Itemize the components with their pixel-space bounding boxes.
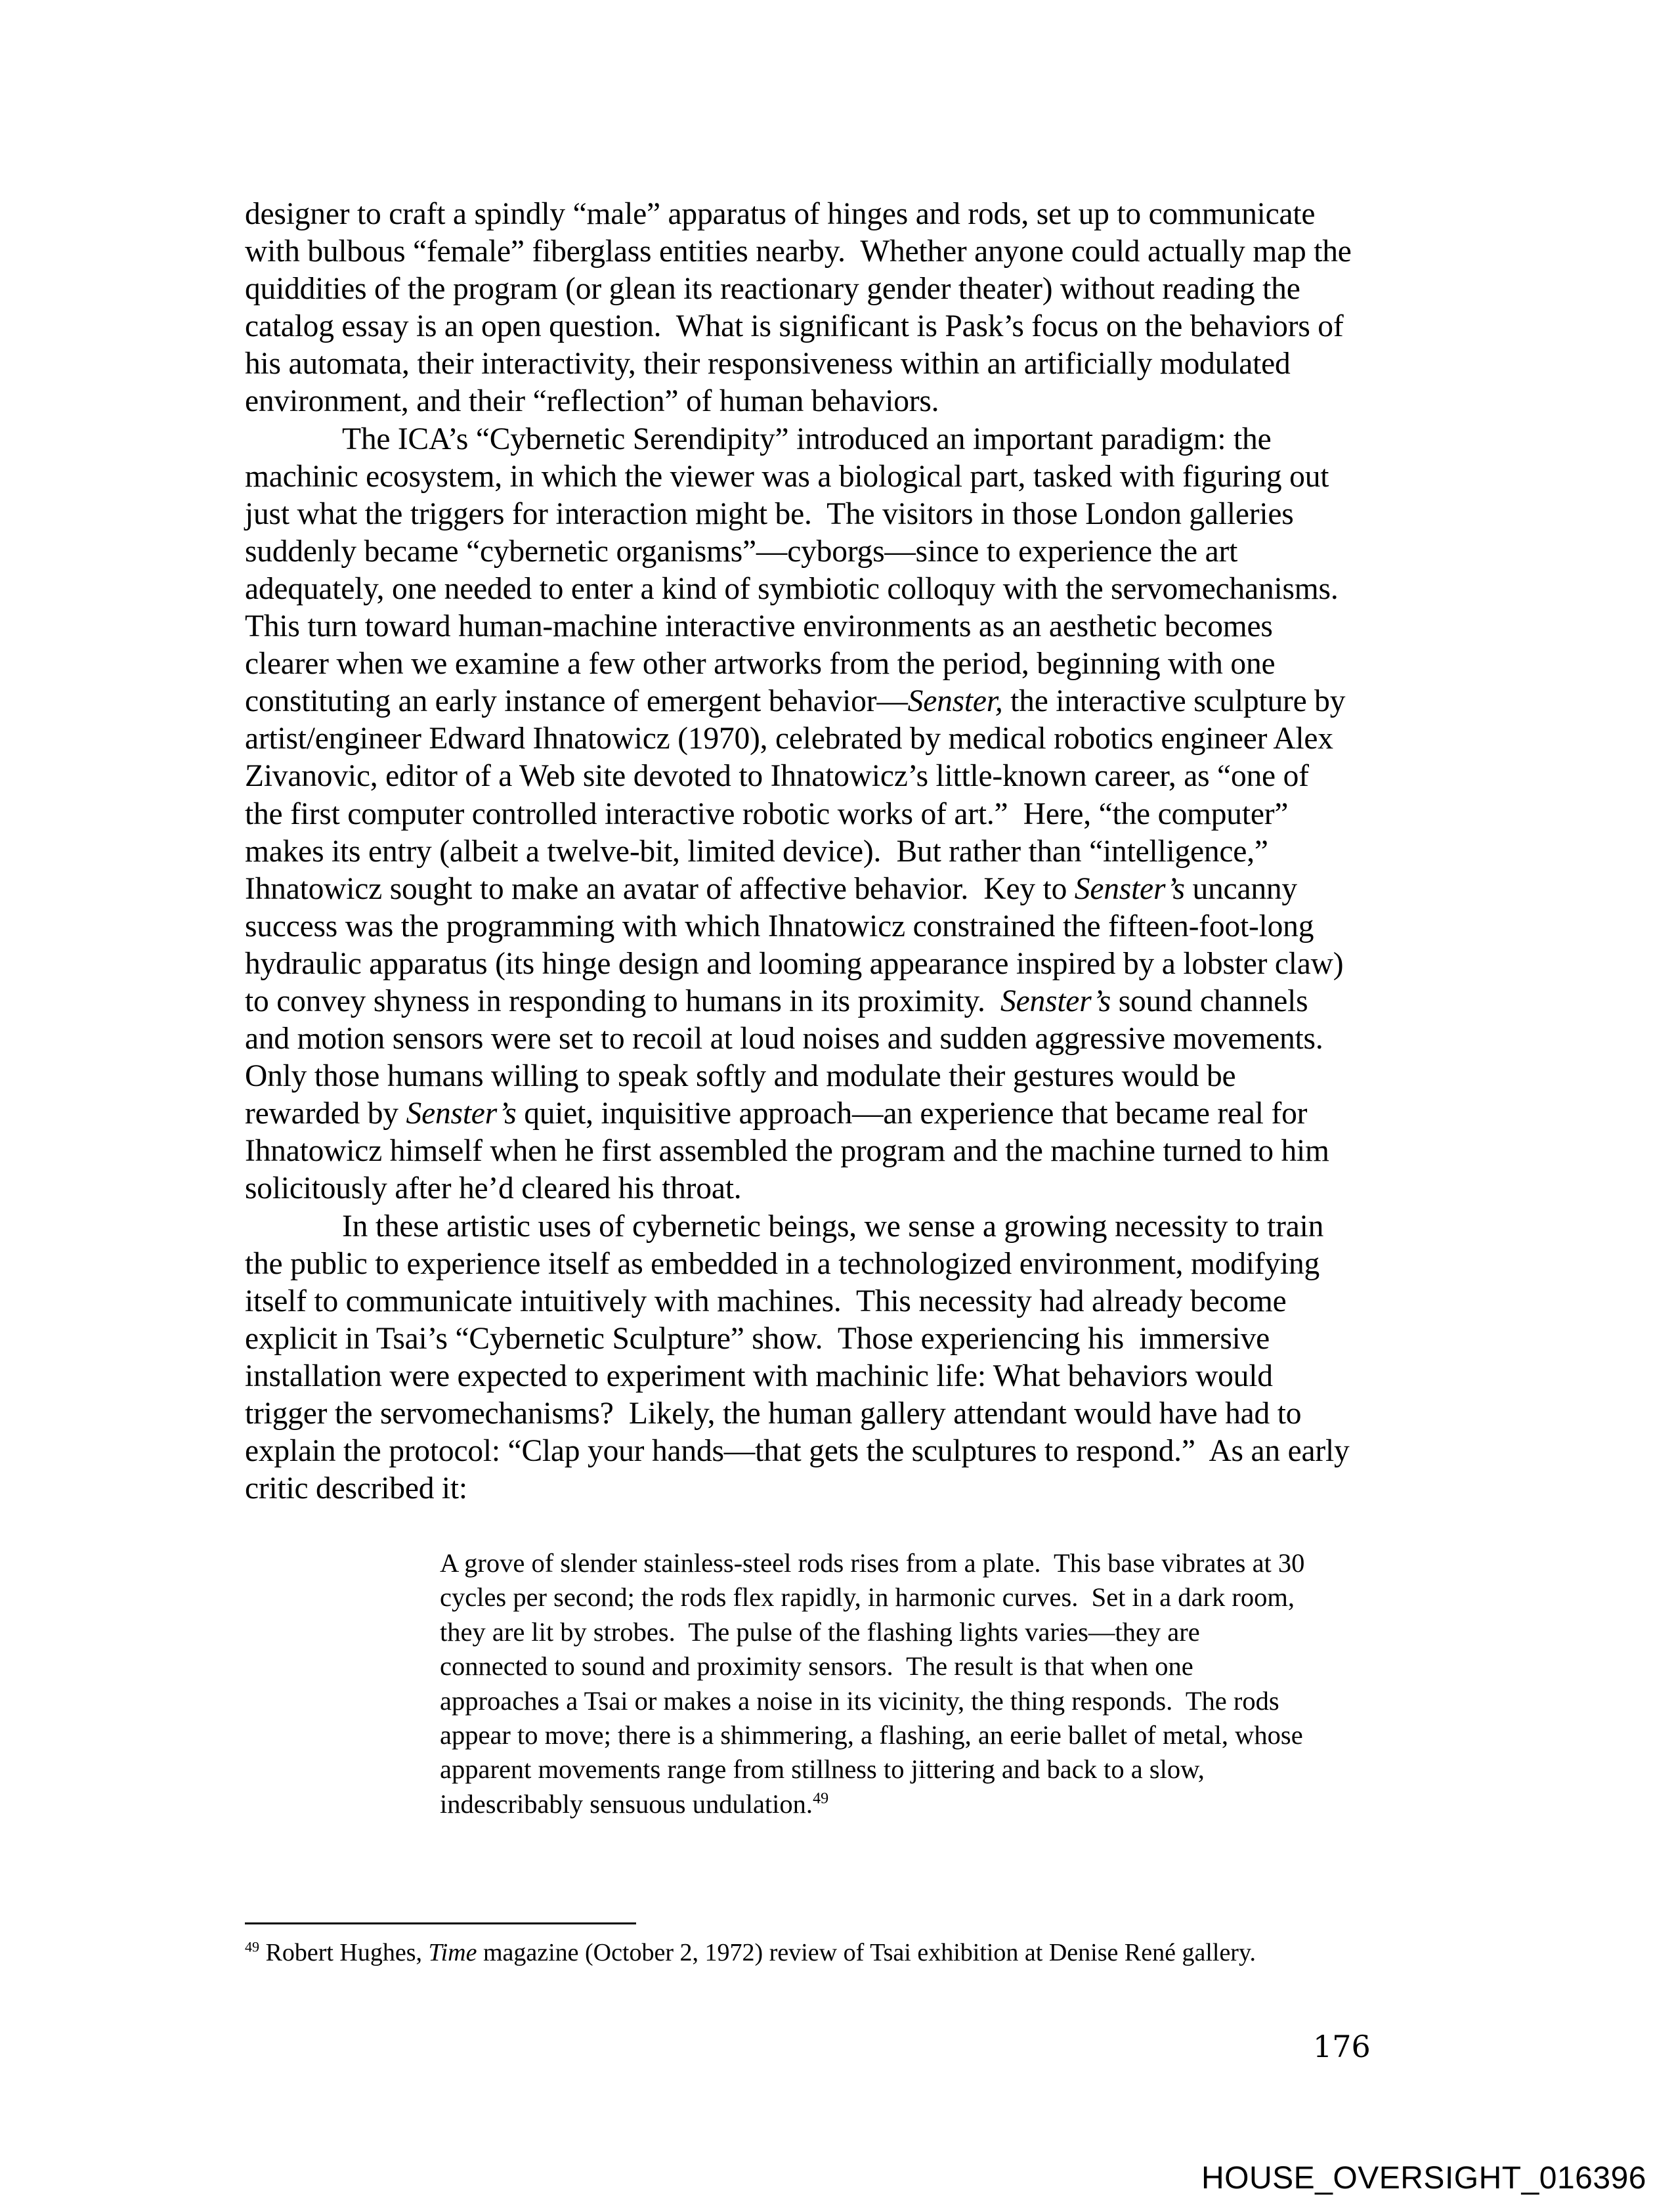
text-line: the first computer controlled interactive robotic works of art.” Here, “the computer” xyxy=(245,796,1289,831)
text-line: his automata, their interactivity, their responsiveness within an artificially modulated xyxy=(245,347,1291,381)
text-line: environment, and their “reflection” of human behaviors. xyxy=(245,384,939,419)
text-line: trigger the servomechanisms? Likely, the human gallery attendant would have had to xyxy=(245,1397,1302,1431)
text-line: adequately, one needed to enter a kind of symbiotic colloquy with the servomechanisms. xyxy=(245,571,1339,606)
text-segment: quiet, inquisitive approach—an experience that became real for xyxy=(516,1096,1308,1131)
italic-title: Time xyxy=(428,1939,477,1966)
quote-line xyxy=(440,1787,1425,1821)
paragraph-start-line: The ICA’s “Cybernetic Serendipity” introduced an important paradigm: the xyxy=(342,422,1272,456)
quote-line: appear to move; there is a shimmering, a flashing, an eerie ballet of metal, whose xyxy=(440,1720,1303,1750)
block-quote xyxy=(440,1546,1425,1821)
text-line: just what the triggers for interaction might be. The visitors in those London galleries xyxy=(245,496,1294,531)
italic-title: Senster’s xyxy=(1074,871,1185,906)
text-line: solicitously after he’d cleared his throat. xyxy=(245,1171,742,1206)
italic-title: Senster’s xyxy=(1000,984,1111,1018)
quote-line: connected to sound and proximity sensors. The result is that when one xyxy=(440,1651,1193,1681)
text-line: This turn toward human-machine interactive environments as an aesthetic becomes xyxy=(245,609,1273,644)
body-text xyxy=(245,196,1427,1507)
text-line: success was the programming with which Ihnatowicz constrained the fifteen-foot-long xyxy=(245,909,1314,943)
quote-line: A grove of slender stainless-steel rods rises from a plate. This base vibrates at 30 xyxy=(440,1548,1305,1578)
text-line: Zivanovic, editor of a Web site devoted to Ihnatowicz’s little-known career, as “one of xyxy=(245,759,1309,794)
text-line: critic described it: xyxy=(245,1471,467,1506)
quote-line: approaches a Tsai or makes a noise in its vicinity, the thing responds. The rods xyxy=(440,1685,1279,1716)
text-segment: Ihnatowicz sought to make an avatar of affective behavior. Key to xyxy=(245,871,1075,906)
text-line: artist/engineer Edward Ihnatowicz (1970), celebrated by medical robotics engineer Alex xyxy=(245,722,1333,756)
text-line: explicit in Tsai’s “Cybernetic Sculpture” show. Those experiencing his immersive xyxy=(245,1321,1270,1356)
text-segment: Robert Hughes, xyxy=(259,1939,429,1966)
text-line: Ihnatowicz himself when he first assembled the program and the machine turned to him xyxy=(245,1134,1329,1169)
text-segment: rewarded by xyxy=(245,1096,406,1131)
text-line: installation were expected to experiment with machinic life: What behaviors would xyxy=(245,1358,1273,1393)
footnote-number: 49 xyxy=(245,1938,259,1955)
quote-line: apparent movements range from stillness to jittering and back to a slow, xyxy=(440,1754,1205,1785)
text-segment: uncanny xyxy=(1184,871,1297,906)
text-line: machinic ecosystem, in which the viewer was a biological part, tasked with figuring out xyxy=(245,459,1329,494)
footnote-reference[interactable]: 49 xyxy=(813,1790,829,1808)
text-segment: indescribably sensuous undulation. xyxy=(440,1789,813,1819)
text-segment: to convey shyness in responding to humans in its proximity. xyxy=(245,984,1001,1018)
footnote xyxy=(245,1937,1427,1968)
quote-line: they are lit by strobes. The pulse of the flashing lights varies—they are xyxy=(440,1616,1200,1647)
text-segment: the interactive sculpture by xyxy=(1002,684,1346,719)
text-line xyxy=(245,983,1427,1020)
text-line: explain the protocol: “Clap your hands—that gets the sculptures to respond.” As an early xyxy=(245,1434,1350,1469)
text-line xyxy=(245,683,1427,720)
text-line: and motion sensors were set to recoil at loud noises and sudden aggressive movements. xyxy=(245,1022,1323,1056)
text-line: makes its entry (albeit a twelve-bit, limited device). But rather than “intelligence,” xyxy=(245,834,1268,869)
text-line: quiddities of the program (or glean its reactionary gender theater) without reading the xyxy=(245,272,1300,307)
text-line: itself to communicate intuitively with machines. This necessity had already become xyxy=(245,1284,1287,1318)
text-line: suddenly became “cybernetic organisms”—cyborgs—since to experience the art xyxy=(245,534,1238,569)
italic-title: Senster, xyxy=(907,684,1003,719)
quote-line: cycles per second; the rods flex rapidly, in harmonic curves. Set in a dark room, xyxy=(440,1582,1295,1613)
text-line: Only those humans willing to speak softly and modulate their gestures would be xyxy=(245,1059,1236,1094)
page-number: 176 xyxy=(1313,2029,1371,2064)
text-segment: constituting an early instance of emergent behavior— xyxy=(245,684,908,719)
italic-title: Senster’s xyxy=(406,1096,517,1131)
text-line: designer to craft a spindly “male” apparatus of hinges and rods, set up to communicate xyxy=(245,197,1316,231)
text-line: with bulbous “female” fiberglass entities nearby. Whether anyone could actually map the xyxy=(245,234,1352,269)
text-segment: sound channels xyxy=(1111,984,1308,1018)
text-line xyxy=(245,1095,1427,1133)
text-line: hydraulic apparatus (its hinge design and looming appearance inspired by a lobster claw) xyxy=(245,946,1344,981)
text-line xyxy=(245,871,1427,908)
text-line: clearer when we examine a few other artworks from the period, beginning with one xyxy=(245,647,1276,682)
text-line: the public to experience itself as embedded in a technologized environment, modifying xyxy=(245,1246,1320,1281)
text-segment: magazine (October 2, 1972) review of Tsai exhibition at Denise René gallery. xyxy=(477,1939,1256,1966)
bates-stamp: HOUSE_OVERSIGHT_016396 xyxy=(1201,2161,1646,2196)
footnote-separator xyxy=(245,1922,636,1924)
paragraph-start-line: In these artistic uses of cybernetic beings, we sense a growing necessity to train xyxy=(342,1209,1324,1244)
text-line: catalog essay is an open question. What is significant is Pask’s focus on the behaviors of xyxy=(245,309,1344,344)
